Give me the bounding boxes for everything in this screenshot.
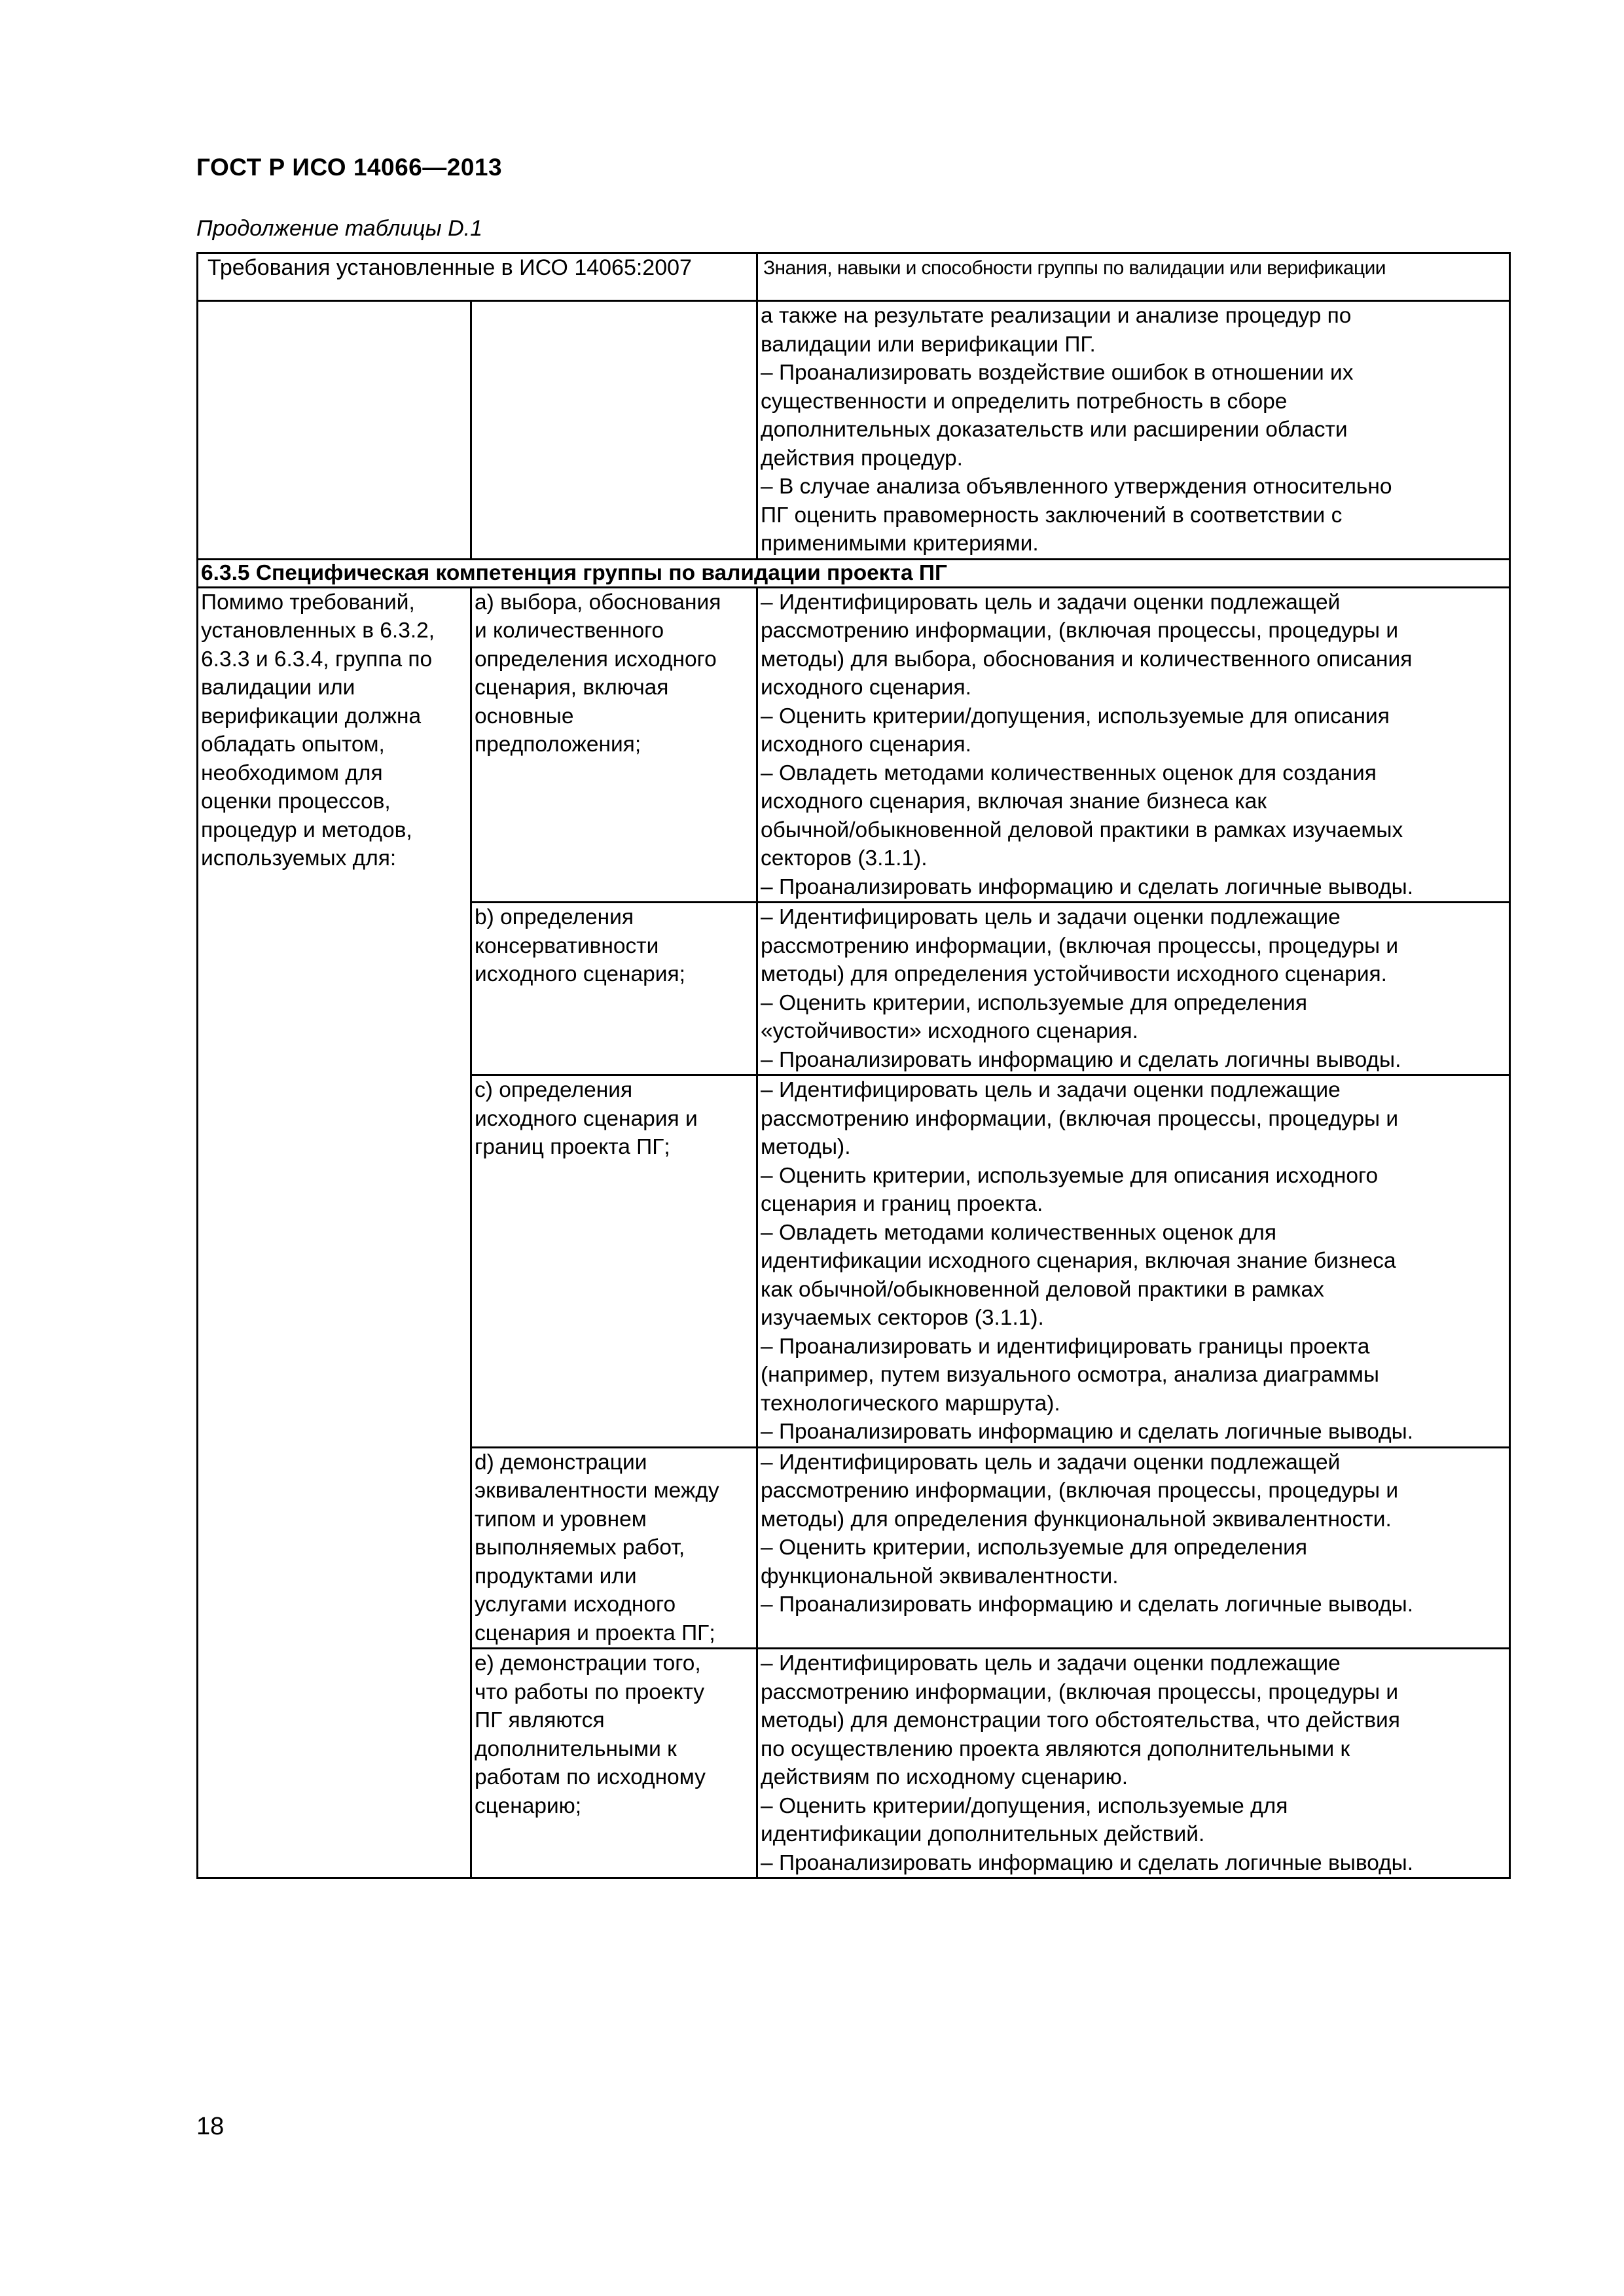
requirement-line: установленных в 6.3.2, bbox=[201, 619, 435, 643]
item-line: d) демонстрации bbox=[475, 1450, 647, 1475]
continuation-knowledge-cell bbox=[757, 301, 1510, 560]
knowledge-line: – Оценить критерии/допущения, используемые для bbox=[761, 1793, 1288, 1818]
knowledge-line: по осуществлению проекта являются дополнительными к bbox=[761, 1736, 1350, 1761]
item-line: a) выбора, обоснования bbox=[475, 590, 721, 615]
item-cell-e bbox=[471, 1649, 757, 1878]
knowledge-line: методы) для демонстрации того обстоятельства, что действия bbox=[761, 1708, 1400, 1732]
knowledge-line: – Проанализировать воздействие ошибок в отношении их bbox=[761, 361, 1354, 385]
knowledge-line: – Оценить критерии, используемые для описания исходного bbox=[761, 1163, 1379, 1188]
knowledge-line: – Овладеть методами количественных оценок для создания bbox=[761, 761, 1377, 785]
knowledge-line: секторов (3.1.1). bbox=[761, 846, 928, 870]
item-line: исходного сценария и bbox=[475, 1106, 698, 1131]
table-caption: Продолжение таблицы D.1 bbox=[196, 216, 482, 241]
knowledge-line: – Оценить критерии, используемые для определения bbox=[761, 1535, 1308, 1560]
knowledge-line: сценария и границ проекта. bbox=[761, 1192, 1043, 1216]
knowledge-cell-b bbox=[757, 903, 1510, 1075]
knowledge-cell-e bbox=[757, 1649, 1510, 1878]
knowledge-line: – Оценить критерии/допущения, используемые для описания bbox=[761, 704, 1390, 728]
knowledge-line: – Овладеть методами количественных оценок для bbox=[761, 1220, 1276, 1245]
knowledge-line: – В случае анализа объявленного утверждения относительно bbox=[761, 475, 1392, 499]
requirement-line: оценки процессов, bbox=[201, 789, 391, 814]
item-line: исходного сценария; bbox=[475, 962, 685, 986]
page-number: 18 bbox=[196, 2113, 225, 2140]
knowledge-line: применимыми критериями. bbox=[761, 531, 1039, 556]
knowledge-line: исходного сценария. bbox=[761, 732, 971, 757]
knowledge-line: рассмотрению информации, (включая процессы, процедуры и bbox=[761, 1479, 1399, 1503]
item-line: сценария и проекта ПГ; bbox=[475, 1621, 715, 1645]
item-line: дополнительными к bbox=[475, 1736, 677, 1761]
knowledge-line: исходного сценария, включая знание бизнеса как bbox=[761, 789, 1267, 814]
knowledge-line: – Идентифицировать цель и задачи оценки подлежащей bbox=[761, 590, 1341, 615]
knowledge-line: исходного сценария. bbox=[761, 675, 971, 700]
requirement-line: 6.3.3 и 6.3.4, группа по bbox=[201, 647, 433, 672]
requirement-line: необходимом для bbox=[201, 761, 383, 785]
knowledge-line: методы). bbox=[761, 1135, 851, 1159]
knowledge-line: изучаемых секторов (3.1.1). bbox=[761, 1306, 1044, 1330]
requirement-line: обладать опытом, bbox=[201, 732, 385, 757]
item-line: b) определения bbox=[475, 905, 634, 929]
requirements-table bbox=[196, 252, 1511, 1879]
knowledge-line: существенности и определить потребность в сборе bbox=[761, 389, 1288, 414]
section-row bbox=[198, 559, 1510, 587]
item-line: работам по исходному bbox=[475, 1765, 706, 1789]
knowledge-line: идентификации исходного сценария, включая знание бизнеса bbox=[761, 1249, 1396, 1273]
table-row bbox=[198, 587, 1510, 903]
document-title: ГОСТ Р ИСО 14066—2013 bbox=[196, 154, 503, 181]
knowledge-line: – Проанализировать информацию и сделать логичные выводы. bbox=[761, 874, 1414, 899]
knowledge-line: «устойчивости» исходного сценария. bbox=[761, 1019, 1138, 1043]
knowledge-line: – Проанализировать информацию и сделать логичные выводы. bbox=[761, 1420, 1414, 1444]
requirement-line: верификации должна bbox=[201, 704, 422, 728]
knowledge-line: рассмотрению информации, (включая процессы, процедуры и bbox=[761, 933, 1399, 958]
header-knowledge: Знания, навыки и способности группы по валидации или верификации bbox=[757, 253, 1510, 301]
knowledge-cell-a bbox=[757, 587, 1510, 903]
item-line: продуктами или bbox=[475, 1564, 637, 1588]
section-title: 6.3.5 Специфическая компетенция группы по валидации проекта ПГ bbox=[198, 559, 1510, 587]
item-cell-d bbox=[471, 1447, 757, 1649]
item-line: типом и уровнем bbox=[475, 1507, 647, 1532]
item-line: границ проекта ПГ; bbox=[475, 1135, 670, 1159]
knowledge-line: технологического маршрута). bbox=[761, 1391, 1060, 1416]
knowledge-line: – Идентифицировать цель и задачи оценки подлежащей bbox=[761, 1450, 1341, 1475]
knowledge-line: обычной/обыкновенной деловой практики в рамках изучаемых bbox=[761, 817, 1403, 842]
knowledge-line: рассмотрению информации, (включая процессы, процедуры и bbox=[761, 619, 1399, 643]
item-line: c) определения bbox=[475, 1078, 633, 1102]
knowledge-line: а также на результате реализации и анализе процедур по bbox=[761, 304, 1352, 328]
item-line: услугами исходного bbox=[475, 1592, 676, 1617]
header-requirements: Требования установленные в ИСО 14065:2007 bbox=[198, 253, 757, 301]
knowledge-line: идентификации дополнительных действий. bbox=[761, 1822, 1205, 1846]
knowledge-line: рассмотрению информации, (включая процессы, процедуры и bbox=[761, 1106, 1399, 1131]
knowledge-line: – Проанализировать информацию и сделать логичны выводы. bbox=[761, 1047, 1401, 1072]
item-line: основные bbox=[475, 704, 574, 728]
knowledge-line: действия процедур. bbox=[761, 446, 963, 471]
item-line: сценарию; bbox=[475, 1793, 582, 1818]
knowledge-line: валидации или верификации ПГ. bbox=[761, 332, 1096, 357]
knowledge-line: методы) для определения функциональной эквивалентности. bbox=[761, 1507, 1392, 1532]
knowledge-line: ПГ оценить правомерность заключений в соответствии с bbox=[761, 503, 1343, 528]
knowledge-line: – Идентифицировать цель и задачи оценки подлежащие bbox=[761, 1651, 1341, 1676]
knowledge-line: – Проанализировать информацию и сделать логичные выводы. bbox=[761, 1592, 1414, 1617]
knowledge-line: – Идентифицировать цель и задачи оценки подлежащие bbox=[761, 1078, 1341, 1102]
item-cell-c bbox=[471, 1075, 757, 1448]
item-line: консервативности bbox=[475, 933, 659, 958]
knowledge-cell-c bbox=[757, 1075, 1510, 1448]
item-line: эквивалентности между bbox=[475, 1479, 719, 1503]
knowledge-line: – Проанализировать и идентифицировать границы проекта bbox=[761, 1334, 1370, 1359]
item-cell-a bbox=[471, 587, 757, 903]
item-line: предположения; bbox=[475, 732, 641, 757]
item-line: ПГ являются bbox=[475, 1708, 605, 1732]
item-line: выполняемых работ, bbox=[475, 1535, 685, 1560]
knowledge-line: рассмотрению информации, (включая процессы, процедуры и bbox=[761, 1679, 1399, 1704]
item-line: определения исходного bbox=[475, 647, 717, 672]
knowledge-line: методы) для определения устойчивости исходного сценария. bbox=[761, 962, 1387, 986]
knowledge-line: – Проанализировать информацию и сделать логичные выводы. bbox=[761, 1850, 1414, 1875]
knowledge-line: дополнительных доказательств или расширении области bbox=[761, 418, 1348, 442]
continuation-row bbox=[198, 301, 1510, 560]
item-line: что работы по проекту bbox=[475, 1679, 705, 1704]
requirement-line: используемых для: bbox=[201, 846, 397, 870]
item-line: сценария, включая bbox=[475, 675, 669, 700]
knowledge-line: (например, путем визуального осмотра, анализа диаграммы bbox=[761, 1363, 1379, 1387]
item-line: и количественного bbox=[475, 619, 664, 643]
requirement-line: валидации или bbox=[201, 675, 355, 700]
requirement-line: процедур и методов, bbox=[201, 817, 412, 842]
requirement-line: Помимо требований, bbox=[201, 590, 415, 615]
knowledge-line: функциональной эквивалентности. bbox=[761, 1564, 1119, 1588]
item-line: e) демонстрации того, bbox=[475, 1651, 701, 1676]
knowledge-line: как обычной/обыкновенной деловой практики в рамках bbox=[761, 1277, 1324, 1302]
knowledge-cell-d bbox=[757, 1447, 1510, 1649]
continuation-item-cell bbox=[471, 301, 757, 560]
knowledge-line: – Оценить критерии, используемые для определения bbox=[761, 990, 1308, 1015]
table-header-row bbox=[198, 253, 1510, 301]
item-cell-b bbox=[471, 903, 757, 1075]
knowledge-line: действиям по исходному сценарию. bbox=[761, 1765, 1128, 1789]
knowledge-line: методы) для выбора, обоснования и количественного описания bbox=[761, 647, 1413, 672]
continuation-requirement-cell bbox=[198, 301, 471, 560]
requirement-cell bbox=[198, 587, 471, 1878]
knowledge-line: – Идентифицировать цель и задачи оценки подлежащие bbox=[761, 905, 1341, 929]
